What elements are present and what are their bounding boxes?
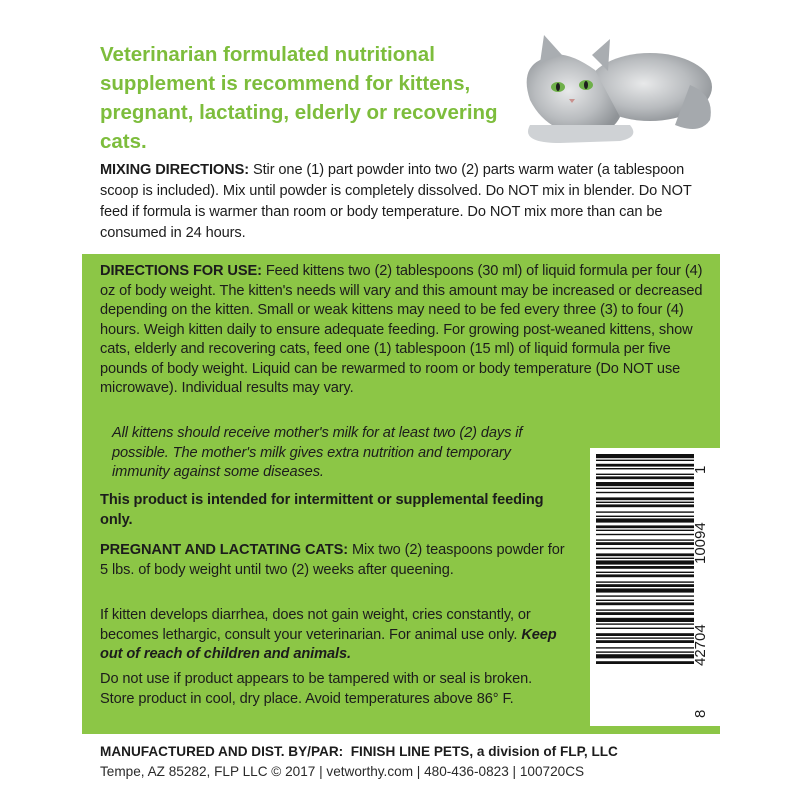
barcode-bar [596,628,694,629]
barcode-bar [596,595,694,596]
barcode-bar [596,454,694,458]
barcode-bar [596,640,694,643]
barcode-bar [596,504,694,507]
barcode-bar [596,623,694,624]
barcode-bar [596,482,694,486]
barcode-bar [596,609,694,610]
mothers-milk-note: All kittens should receive mother's milk for at least two (2) days if possible. The mother's milk gives extra nutrition and temporary immunity against some diseases. [112,425,523,480]
barcode-bar [596,553,694,556]
barcode-bar [596,525,694,528]
tamper-storage-notice: Do not use if product appears to be tampered with or seal is broken. Store product in cool, dry place. Avoid temperatures above 86° F. [100,671,533,707]
manufacturer-line-2: Tempe, AZ 85282, FLP LLC © 2017 | vetworthy.com | 480-436-0823 | 100720CS [100,764,585,779]
barcode-bar [596,633,694,636]
pregnant-lactating-cats [100,541,570,580]
directions-for-use [100,262,705,399]
manufacturer-suffix: , a division of FLP, LLC [469,744,618,759]
barcode-bar [596,647,694,648]
directions-label: DIRECTIONS FOR USE: [100,263,262,279]
barcode-bar [596,464,694,467]
intermittent-feeding-notice: This product is intended for intermittent or supplemental feeding only. [100,492,544,528]
barcode-bar [596,637,694,638]
barcode-bar [596,661,694,664]
cat-photo [500,25,715,155]
barcode-group-1: 42704 [692,624,709,666]
mixing-directions [100,160,715,244]
barcode-bar [596,558,694,559]
barcode-bar [596,548,694,549]
barcode-bar [596,618,694,622]
barcode-bar [596,476,694,479]
barcode-bar [596,474,694,475]
mixing-directions-label: MIXING DIRECTIONS: [100,162,250,178]
manufacturer-company: FINISH LINE PETS [350,744,470,759]
mixing-directions-text: Stir one (1) part powder into two (2) parts warm water (a tablespoon scoop is included). Mix until powder is completely dissolved. Do NOT mix in blender. Do NOT feed if formula is warmer than room or body temperature. Do NOT mix more than can be consumed in 24 hours. [100,162,692,241]
keep-out-of-reach-warning: Keep out of reach of children and animals. [100,626,557,662]
barcode-bar [596,530,694,531]
barcode-bar [596,488,694,489]
barcode-bar [596,497,694,500]
barcode-bar [596,602,694,605]
barcode [590,448,720,726]
barcode-bar [596,588,694,592]
barcode-bar [596,651,694,652]
barcode-bar [596,572,694,573]
barcode-bar [596,516,694,517]
manufacturer-info [100,742,720,782]
barcode-bar [596,581,694,582]
barcode-bar [596,566,694,569]
barcode-bar [596,600,694,601]
barcode-group-2: 10094 [692,522,709,564]
headline: Veterinarian formulated nutritional supplement is recommend for kittens, pregnant, lactating, elderly or recovering cats. [100,43,498,153]
barcode-bar [596,542,694,545]
barcode-bars [596,454,694,664]
barcode-bar [596,584,694,587]
barcode-bar [596,468,694,469]
pregnant-label: PREGNANT AND LACTATING CATS: [100,542,348,558]
barcode-bar [596,460,694,461]
diarrhea-warning [100,606,570,665]
barcode-bar [596,560,694,564]
barcode-bar [596,502,694,503]
pregnant-text: Mix two (2) teaspoons powder for 5 lbs. of body weight until two (2) weeks after queening. [100,542,565,578]
barcode-right-digit: 1 [692,465,709,474]
barcode-bar [596,612,694,615]
barcode-bar [596,574,694,577]
barcode-bar [596,492,694,493]
barcode-bar [596,518,694,522]
directions-text: Feed kittens two (2) tablespoons (30 ml) of liquid formula per four (4) oz of body weight. The kitten's needs will vary and this amount may be increased or decreased depending on the kitten. Small or weak kittens may need to be fed every three (3) to four (4) hours. Weigh kitten daily to ensure adequate feeding. For growing post-weaned kittens, show cats, elderly and recovering cats, feed one (1) tablespoon (15 ml) of liquid formula per five pounds of body weight. Liquid can be rewarmed to room or body temperature (Do NOT use microwave). Individual results may vary. [100,263,703,396]
barcode-bar [596,511,694,512]
barcode-bar [596,654,694,658]
manufacturer-label: MANUFACTURED AND DIST. BY/PAR: [100,744,344,759]
barcode-bar [596,539,694,540]
barcode-bar [596,534,694,535]
diarrhea-text: If kitten develops diarrhea, does not gain weight, cries constantly, or becomes lethargic, consult your veterinarian. For animal use only. [100,607,531,643]
barcode-left-digit: 8 [692,709,709,718]
manufacturer-line-1 [100,742,720,762]
